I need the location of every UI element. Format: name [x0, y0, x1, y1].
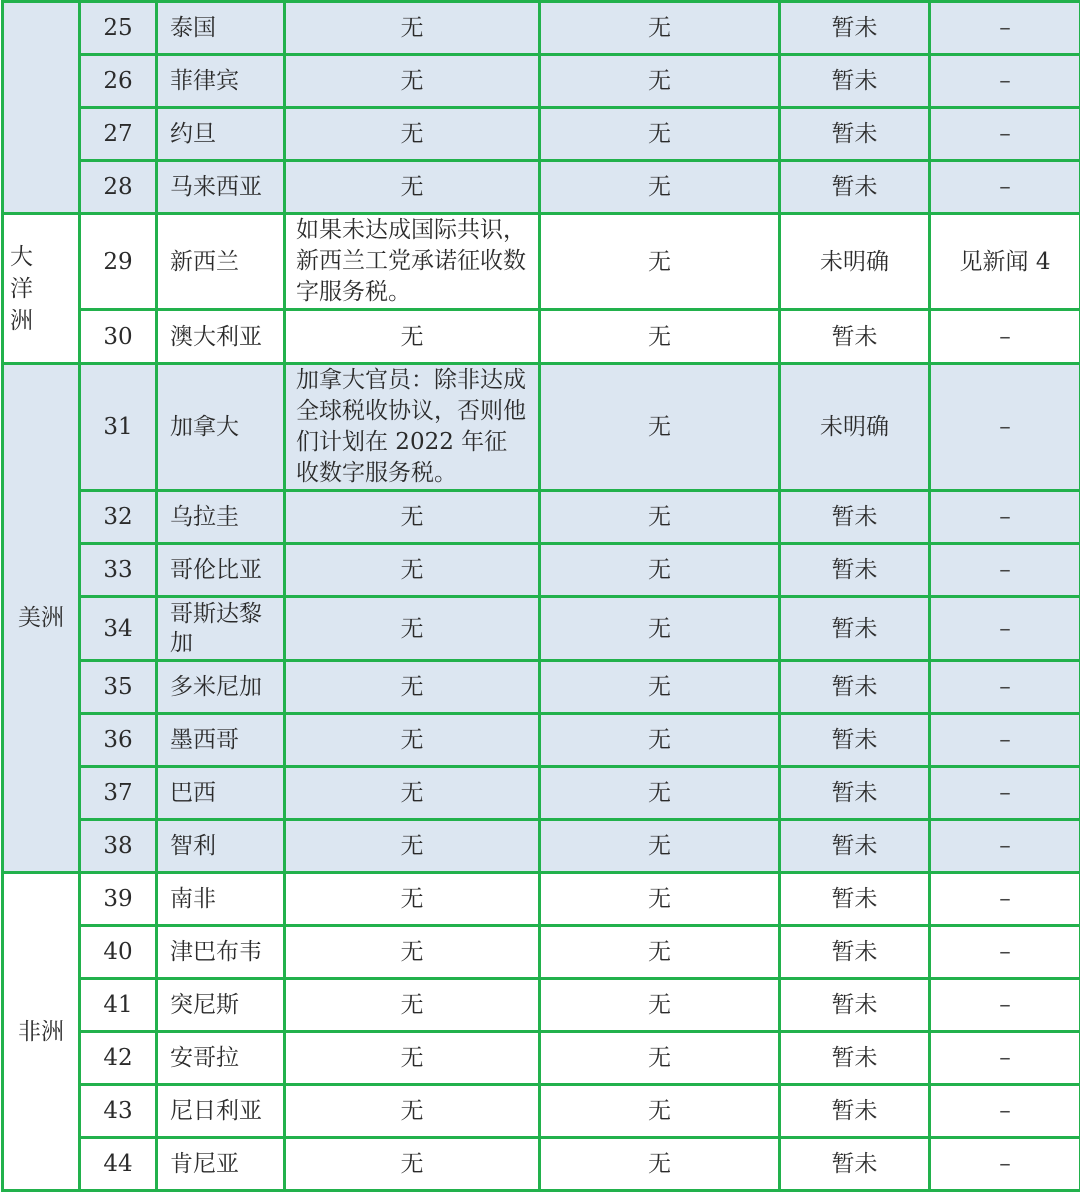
country-name: 南非 [157, 873, 285, 926]
cell-col4: 无 [540, 544, 780, 597]
cell-col3: 无 [285, 2, 540, 55]
row-number: 36 [80, 714, 157, 767]
country-name: 巴西 [157, 767, 285, 820]
cell-col4: 无 [540, 926, 780, 979]
cell-col3: 无 [285, 767, 540, 820]
cell-col5: 暂未 [780, 714, 930, 767]
row-number: 33 [80, 544, 157, 597]
cell-col5: 暂未 [780, 544, 930, 597]
cell-col4: 无 [540, 1032, 780, 1085]
country-name: 哥伦比亚 [157, 544, 285, 597]
table-row [3, 597, 1080, 661]
country-name: 泰国 [157, 2, 285, 55]
cell-col6: – [930, 55, 1080, 108]
cell-col4: 无 [540, 597, 780, 661]
country-name: 多米尼加 [157, 661, 285, 714]
cell-col5: 暂未 [780, 820, 930, 873]
country-name: 墨西哥 [157, 714, 285, 767]
cell-col6: – [930, 161, 1080, 214]
row-number: 39 [80, 873, 157, 926]
cell-col6: – [930, 364, 1080, 491]
row-number: 41 [80, 979, 157, 1032]
row-number: 38 [80, 820, 157, 873]
table-row [3, 55, 1080, 108]
cell-col4: 无 [540, 161, 780, 214]
table-row [3, 714, 1080, 767]
cell-col5: 暂未 [780, 2, 930, 55]
cell-col6: – [930, 491, 1080, 544]
cell-col5: 暂未 [780, 310, 930, 364]
row-number: 30 [80, 310, 157, 364]
cell-col5: 暂未 [780, 597, 930, 661]
cell-col6: – [930, 820, 1080, 873]
cell-col3: 无 [285, 1085, 540, 1138]
cell-col4: 无 [540, 364, 780, 491]
cell-col5: 暂未 [780, 1032, 930, 1085]
table-row [3, 661, 1080, 714]
country-name: 突尼斯 [157, 979, 285, 1032]
cell-col4: 无 [540, 714, 780, 767]
cell-col4: 无 [540, 2, 780, 55]
row-number: 29 [80, 214, 157, 310]
cell-col3: 无 [285, 161, 540, 214]
table-row [3, 820, 1080, 873]
cell-col5: 暂未 [780, 1138, 930, 1191]
row-number: 44 [80, 1138, 157, 1191]
cell-col4: 无 [540, 55, 780, 108]
cell-col4: 无 [540, 491, 780, 544]
cell-col6: – [930, 544, 1080, 597]
table-row [3, 161, 1080, 214]
country-name: 乌拉圭 [157, 491, 285, 544]
table-row [3, 544, 1080, 597]
cell-col5: 暂未 [780, 108, 930, 161]
cell-col4: 无 [540, 661, 780, 714]
row-number: 26 [80, 55, 157, 108]
row-number: 34 [80, 597, 157, 661]
table-row [3, 108, 1080, 161]
cell-col3: 加拿大官员：除非达成全球税收协议，否则他们计划在 2022 年征收数字服务税。 [285, 364, 540, 491]
cell-col4: 无 [540, 979, 780, 1032]
row-number: 25 [80, 2, 157, 55]
cell-col5: 暂未 [780, 161, 930, 214]
cell-col5: 未明确 [780, 364, 930, 491]
cell-col4: 无 [540, 214, 780, 310]
cell-col6: – [930, 873, 1080, 926]
cell-col4: 无 [540, 820, 780, 873]
cell-col6: – [930, 108, 1080, 161]
cell-col3: 无 [285, 55, 540, 108]
cell-col6: – [930, 310, 1080, 364]
cell-col6: – [930, 1138, 1080, 1191]
cell-col3: 无 [285, 873, 540, 926]
row-number: 28 [80, 161, 157, 214]
table-row [3, 214, 1080, 310]
cell-col4: 无 [540, 108, 780, 161]
row-number: 32 [80, 491, 157, 544]
country-name: 津巴布韦 [157, 926, 285, 979]
cell-col3: 无 [285, 1138, 540, 1191]
cell-col4: 无 [540, 1085, 780, 1138]
country-name: 尼日利亚 [157, 1085, 285, 1138]
cell-col3: 如果未达成国际共识，新西兰工党承诺征收数字服务税。 [285, 214, 540, 310]
table-row [3, 1138, 1080, 1191]
row-number: 40 [80, 926, 157, 979]
cell-col6: 见新闻 4 [930, 214, 1080, 310]
table-row [3, 1032, 1080, 1085]
country-name: 马来西亚 [157, 161, 285, 214]
cell-col3: 无 [285, 544, 540, 597]
cell-col5: 暂未 [780, 767, 930, 820]
cell-col5: 暂未 [780, 873, 930, 926]
continent-cell-asia [3, 2, 80, 214]
cell-col5: 暂未 [780, 1085, 930, 1138]
row-number: 37 [80, 767, 157, 820]
country-name: 哥斯达黎加 [157, 597, 285, 661]
cell-col3: 无 [285, 597, 540, 661]
cell-col4: 无 [540, 310, 780, 364]
table-row [3, 310, 1080, 364]
country-name: 加拿大 [157, 364, 285, 491]
country-name: 安哥拉 [157, 1032, 285, 1085]
country-name: 智利 [157, 820, 285, 873]
cell-col5: 暂未 [780, 926, 930, 979]
country-name: 肯尼亚 [157, 1138, 285, 1191]
table-row [3, 767, 1080, 820]
table-row [3, 1085, 1080, 1138]
row-number: 42 [80, 1032, 157, 1085]
cell-col3: 无 [285, 661, 540, 714]
cell-col3: 无 [285, 714, 540, 767]
cell-col6: – [930, 661, 1080, 714]
cell-col6: – [930, 767, 1080, 820]
cell-col4: 无 [540, 873, 780, 926]
cell-col6: – [930, 2, 1080, 55]
cell-col6: – [930, 1085, 1080, 1138]
table-row [3, 2, 1080, 55]
cell-col5: 暂未 [780, 55, 930, 108]
table-row [3, 873, 1080, 926]
cell-col6: – [930, 597, 1080, 661]
cell-col4: 无 [540, 767, 780, 820]
row-number: 35 [80, 661, 157, 714]
cell-col3: 无 [285, 108, 540, 161]
cell-col6: – [930, 979, 1080, 1032]
country-name: 新西兰 [157, 214, 285, 310]
cell-col6: – [930, 1032, 1080, 1085]
table-row [3, 979, 1080, 1032]
cell-col3: 无 [285, 491, 540, 544]
cell-col3: 无 [285, 310, 540, 364]
country-name: 约旦 [157, 108, 285, 161]
cell-col3: 无 [285, 820, 540, 873]
row-number: 31 [80, 364, 157, 491]
continent-cell-oceania: 大 洋 洲 [3, 214, 80, 364]
cell-col5: 暂未 [780, 491, 930, 544]
row-number: 43 [80, 1085, 157, 1138]
row-number: 27 [80, 108, 157, 161]
cell-col6: – [930, 714, 1080, 767]
country-name: 澳大利亚 [157, 310, 285, 364]
cell-col3: 无 [285, 926, 540, 979]
table-row [3, 926, 1080, 979]
dst-country-table [1, 0, 1080, 1192]
continent-cell-africa: 非洲 [3, 873, 80, 1191]
cell-col3: 无 [285, 979, 540, 1032]
continent-cell-americas: 美洲 [3, 364, 80, 873]
table-row [3, 364, 1080, 491]
country-name: 菲律宾 [157, 55, 285, 108]
cell-col3: 无 [285, 1032, 540, 1085]
cell-col5: 暂未 [780, 979, 930, 1032]
cell-col5: 未明确 [780, 214, 930, 310]
cell-col4: 无 [540, 1138, 780, 1191]
cell-col5: 暂未 [780, 661, 930, 714]
table-row [3, 491, 1080, 544]
cell-col6: – [930, 926, 1080, 979]
